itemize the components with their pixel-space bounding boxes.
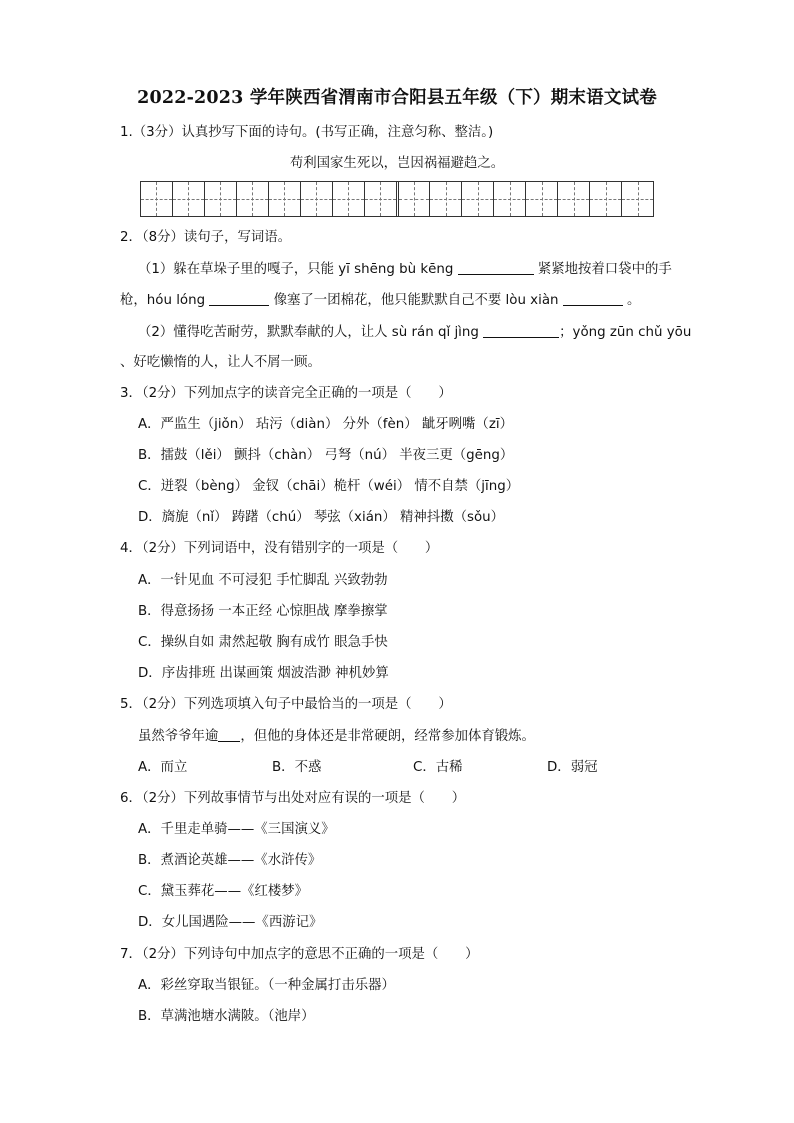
grid-cell[interactable] <box>590 182 622 216</box>
grid-cell[interactable] <box>237 182 269 216</box>
q2-s1-part-d: 像塞了一团棉花，他只能默默自己不要 lòu xiàn <box>269 293 563 308</box>
q2-s2-part-c: 、好吃懒惰的人，让人不屑一顾。 <box>120 355 321 370</box>
grid-cell[interactable] <box>430 182 462 216</box>
q3-option-b[interactable]: B．擂鼓（lěi） 颤抖（chàn） 弓弩（nú） 半夜三更（gēng） <box>138 448 514 463</box>
q2-sentence-1-cont <box>120 291 640 310</box>
grid-cell[interactable] <box>526 182 558 216</box>
q5-option-b[interactable]: B．不惑 <box>272 760 322 775</box>
grid-cell[interactable] <box>269 182 301 216</box>
answer-blank[interactable] <box>563 291 623 306</box>
q4-option-c[interactable]: C．操纵自如 肃然起敬 胸有成竹 眼急手快 <box>138 635 388 650</box>
q1-poem: 苟利国家生死以，岂因祸福避趋之。 <box>289 156 505 171</box>
exam-title: 2022-2023 学年陕西省渭南市合阳县五年级（下）期末语文试卷 <box>137 88 657 108</box>
grid-cell[interactable] <box>399 182 431 216</box>
q2-s2-part-a: （2）懂得吃苦耐劳，默默奉献的人，让人 sù rán qǐ jìng <box>138 325 484 340</box>
q3-option-d[interactable]: D．旖旎（nǐ） 踌躇（chú） 琴弦（xián） 精神抖擞（sǒu） <box>138 510 505 525</box>
q3-option-c[interactable]: C．迸裂（bèng） 金钗（chāi）桅杆（wéi） 情不自禁（jīng） <box>138 479 520 494</box>
q4-option-b[interactable]: B．得意扬扬 一本正经 心惊胆战 摩拳擦掌 <box>138 604 388 619</box>
q5-sentence-part-a: 虽然爷爷年逾 <box>138 729 219 744</box>
q5-option-c[interactable]: C．古稀 <box>413 760 463 775</box>
q2-s1-part-b: 紧紧地按着口袋中的手 <box>533 262 672 277</box>
grid-cell[interactable] <box>173 182 205 216</box>
grid-cell[interactable] <box>558 182 590 216</box>
q6-option-d[interactable]: D．女儿国遇险——《西游记》 <box>138 915 323 930</box>
q2-s1-part-c: 枪，hóu lóng <box>120 293 210 308</box>
q2-s1-part-e: 。 <box>622 293 641 308</box>
q5-stem: 5．（2分）下列选项填入句子中最恰当的一项是（ ） <box>120 697 452 712</box>
q4-option-d[interactable]: D．序齿排班 出谋画策 烟波浩渺 神机妙算 <box>138 666 389 681</box>
q2-stem: 2．（8分）读句子，写词语。 <box>120 230 292 245</box>
grid-cell[interactable] <box>622 182 653 216</box>
answer-blank[interactable] <box>218 727 240 742</box>
q2-s2-part-b: ；yǒng zūn chǔ yōu <box>559 325 692 340</box>
q4-option-a[interactable]: A．一针见血 不可浸犯 手忙脚乱 兴致勃勃 <box>138 573 388 588</box>
q4-stem: 4．（2分）下列词语中，没有错别字的一项是（ ） <box>120 541 439 556</box>
q7-option-b[interactable]: B．草满池塘水满陂。（池岸） <box>138 1009 315 1024</box>
grid-cell[interactable] <box>462 182 494 216</box>
grid-cell[interactable] <box>365 182 399 216</box>
q5-option-d[interactable]: D．弱冠 <box>547 760 598 775</box>
grid-cell[interactable] <box>301 182 333 216</box>
q7-stem: 7．（2分）下列诗句中加点字的意思不正确的一项是（ ） <box>120 947 479 962</box>
grid-cell[interactable] <box>205 182 237 216</box>
answer-blank[interactable] <box>483 323 559 338</box>
q3-stem: 3．（2分）下列加点字的读音完全正确的一项是（ ） <box>120 386 452 401</box>
grid-cell[interactable] <box>333 182 365 216</box>
q2-s1-part-a: （1）躲在草垛子里的嘎子，只能 yī shēng bù kēng <box>138 262 458 277</box>
q7-option-a[interactable]: A．彩丝穿取当银钲。（一种金属打击乐器） <box>138 978 395 993</box>
q5-option-a[interactable]: A．而立 <box>138 760 188 775</box>
q5-sentence-part-b: ，但他的身体还是非常硬朗，经常参加体育锻炼。 <box>240 729 535 744</box>
q6-option-c[interactable]: C．黛玉葬花——《红楼梦》 <box>138 884 309 899</box>
q2-sentence-1 <box>138 260 672 279</box>
grid-cell[interactable] <box>494 182 526 216</box>
q5-sentence <box>138 727 535 746</box>
copy-grid[interactable] <box>140 181 654 217</box>
q6-option-b[interactable]: B．煮酒论英雄——《水浒传》 <box>138 853 322 868</box>
q6-stem: 6．（2分）下列故事情节与出处对应有误的一项是（ ） <box>120 791 466 806</box>
q1-stem: 1.（3分）认真抄写下面的诗句。(书写正确，注意匀称、整洁。) <box>120 125 494 140</box>
q6-option-a[interactable]: A．千里走单骑——《三国演义》 <box>138 822 335 837</box>
q3-option-a[interactable]: A．严监生（jiǒn） 玷污（diàn） 分外（fèn） 龇牙咧嘴（zī） <box>138 417 513 432</box>
answer-blank[interactable] <box>458 260 534 275</box>
answer-blank[interactable] <box>209 291 269 306</box>
grid-cell[interactable] <box>141 182 173 216</box>
q2-sentence-2 <box>138 323 691 342</box>
